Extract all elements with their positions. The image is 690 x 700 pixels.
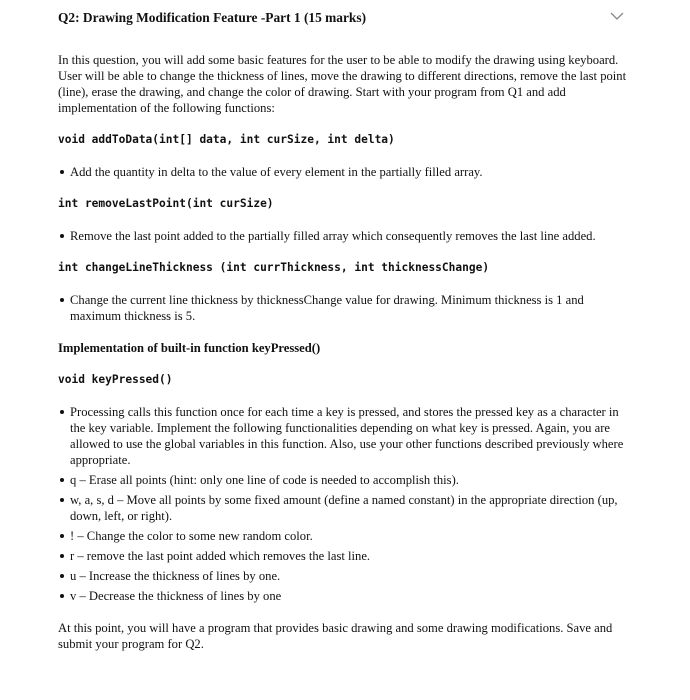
list-item: v – Decrease the thickness of lines by one xyxy=(58,588,628,604)
function-signature-keypressed: void keyPressed() xyxy=(58,373,173,386)
question-body xyxy=(58,52,628,652)
builtin-heading: Implementation of built-in function keyPressed() xyxy=(58,341,321,355)
list-item: Processing calls this function once for each time a key is pressed, and stores the pressed key as a character in the key variable. Implement the following functionalities depending on what key is pressed. Again, you are allowed to use the global variables in this function. Also, use your other functions described previously where appropriate. xyxy=(58,404,628,468)
function-signature-changelinethickness: int changeLineThickness (int currThickness, int thicknessChange) xyxy=(58,261,490,274)
closing-paragraph: At this point, you will have a program that provides basic drawing and some drawing modifications. Save and submit your program for Q2. xyxy=(58,621,613,651)
list-item: q – Erase all points (hint: only one line of code is needed to accomplish this). xyxy=(58,472,628,488)
chevron-down-icon[interactable] xyxy=(610,10,624,22)
addtodata-list xyxy=(58,164,628,180)
list-item: u – Increase the thickness of lines by one. xyxy=(58,568,628,584)
function-signature-removelastpoint: int removeLastPoint(int curSize) xyxy=(58,197,274,210)
keypressed-list xyxy=(58,404,628,604)
question-title: Q2: Drawing Modification Feature -Part 1 (15 marks) xyxy=(58,10,367,25)
intro-paragraph: In this question, you will add some basic features for the user to be able to modify the drawing using keyboard. User will be able to change the thickness of lines, move the drawing to different directions, remove the last point (line), erase the drawing, and change the color of drawing. Start with your program from Q1 and add implementation of the following functions: xyxy=(58,53,627,115)
list-item: w, a, s, d – Move all points by some fixed amount (define a named constant) in the appropriate direction (up, down, left, or right). xyxy=(58,492,628,524)
list-item: Remove the last point added to the partially filled array which consequently removes the last line added. xyxy=(58,228,628,244)
list-item: r – remove the last point added which removes the last line. xyxy=(58,548,628,564)
function-signature-addtodata: void addToData(int[] data, int curSize, int delta) xyxy=(58,133,395,146)
list-item: Change the current line thickness by thicknessChange value for drawing. Minimum thickness is 1 and maximum thickness is 5. xyxy=(58,292,628,324)
list-item: ! – Change the color to some new random color. xyxy=(58,528,628,544)
list-item: Add the quantity in delta to the value of every element in the partially filled array. xyxy=(58,164,628,180)
removelastpoint-list xyxy=(58,228,628,244)
changelinethickness-list xyxy=(58,292,628,324)
